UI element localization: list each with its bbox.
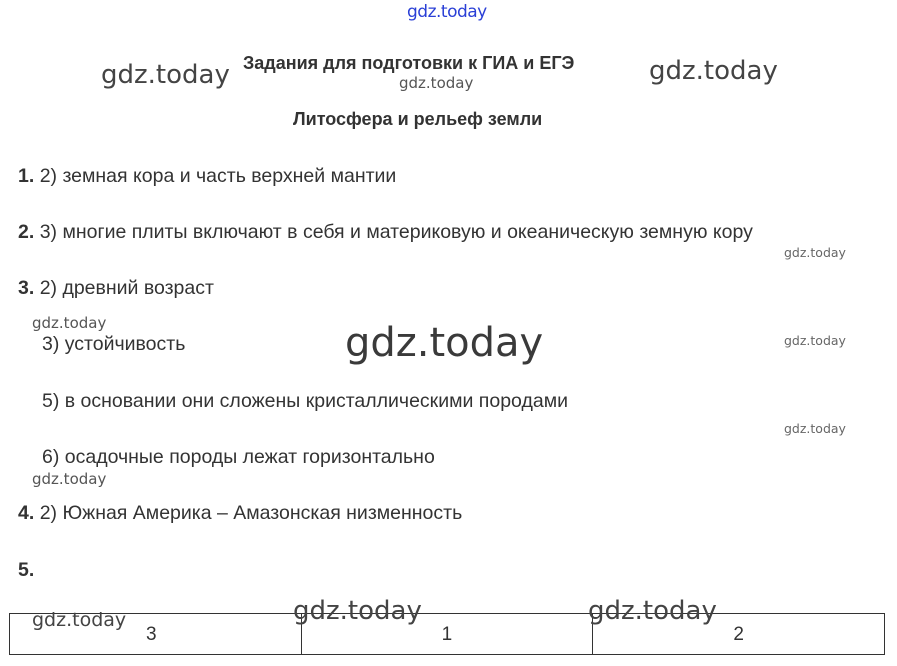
- watermark-right-q3b: gdz.today: [784, 421, 846, 436]
- answer-2: [18, 221, 753, 244]
- answer-text: 5) в основании они сложены кристаллическими породами: [42, 390, 568, 412]
- answer-table: [9, 613, 885, 655]
- answer-number: 4.: [18, 502, 35, 524]
- watermark-table-right: gdz.today: [588, 596, 717, 626]
- cell-value: 3: [146, 624, 157, 645]
- answer-number: 3.: [18, 277, 35, 299]
- page-title: Задания для подготовки к ГИА и ЕГЭ: [243, 53, 575, 73]
- watermark-left-q3: gdz.today: [32, 314, 107, 332]
- cell-value: 1: [441, 624, 453, 645]
- answer-text: 2) Южная Америка – Амазонская низменность: [39, 502, 463, 524]
- watermark-left-q3c: gdz.today: [32, 470, 107, 488]
- page-subtitle: Литосфера и рельеф земли: [293, 109, 543, 129]
- table-row: [10, 614, 885, 655]
- answer-text: 3) многие плиты включают в себя и материковую и океаническую земную кору: [39, 221, 753, 243]
- watermark-table-mid: gdz.today: [293, 596, 422, 626]
- answer-text: 2) древний возраст: [39, 277, 214, 299]
- answer-3-item: [42, 446, 435, 469]
- answer-number: 1.: [18, 165, 35, 187]
- watermark-center: gdz.today: [345, 320, 544, 366]
- answer-text: 2) земная кора и часть верхней мантии: [39, 165, 397, 187]
- answer-text: 3) устойчивость: [42, 333, 186, 355]
- answer-3-item: [42, 390, 568, 413]
- watermark-table-left: gdz.today: [32, 609, 127, 631]
- watermark-right-q3: gdz.today: [784, 333, 846, 348]
- answer-3-item: [42, 333, 185, 356]
- answer-number: 2.: [18, 221, 35, 243]
- cell-value: 2: [733, 624, 744, 645]
- watermark-right-q2: gdz.today: [784, 245, 846, 260]
- answer-number: 5.: [18, 559, 35, 581]
- answer-3: [18, 277, 214, 300]
- watermark-top: gdz.today: [407, 2, 487, 22]
- watermark-header-right: gdz.today: [649, 56, 778, 86]
- answer-5: [18, 559, 34, 582]
- answer-4: [18, 502, 462, 525]
- watermark-header-left: gdz.today: [101, 60, 230, 90]
- answer-1: [18, 165, 396, 188]
- watermark-header-center: gdz.today: [399, 74, 474, 92]
- answer-text: 6) осадочные породы лежат горизонтально: [42, 446, 435, 468]
